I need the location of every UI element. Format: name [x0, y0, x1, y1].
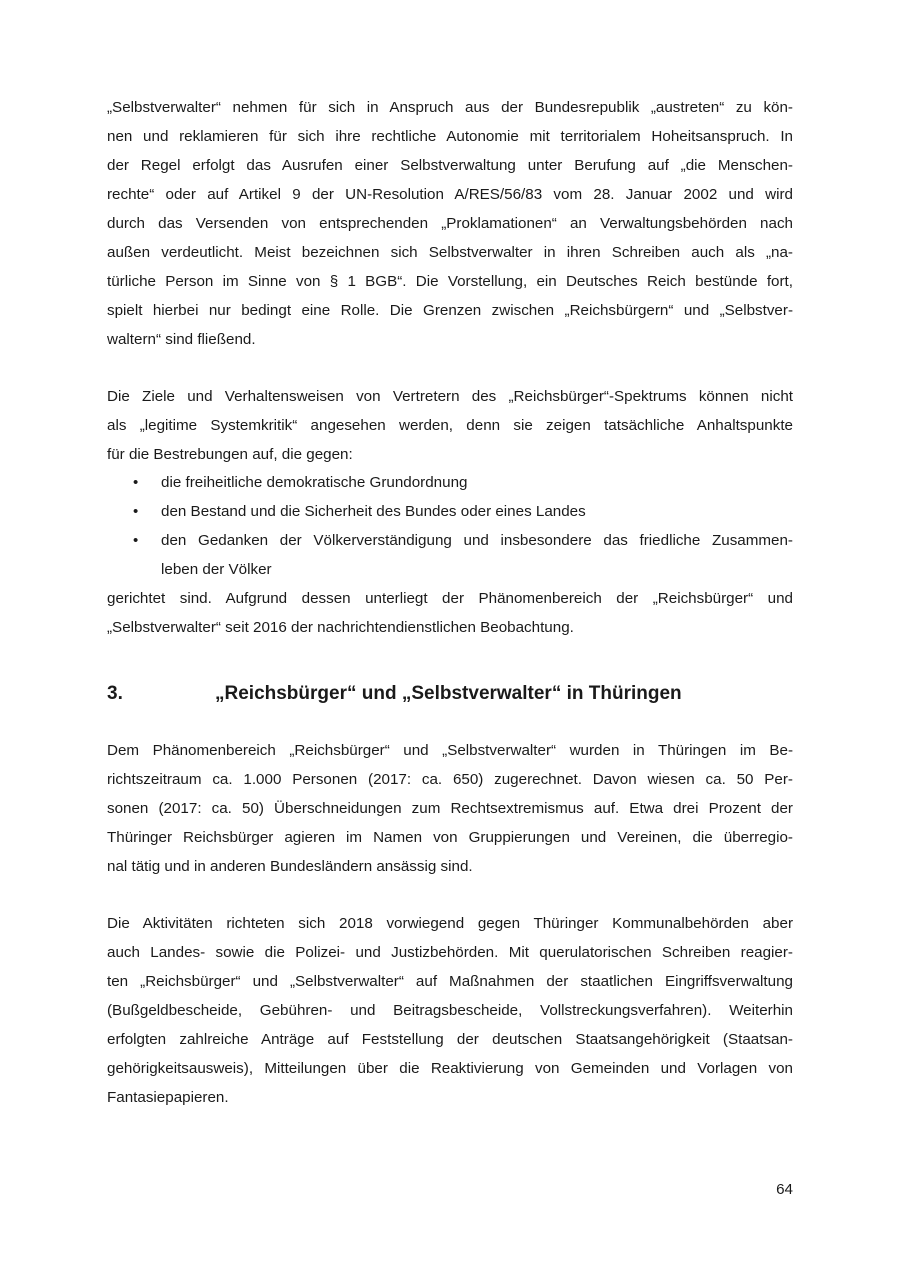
paragraph-line: nal tätig und in anderen Bundesländern ansässig sind.: [107, 858, 473, 875]
page-number: 64: [776, 1181, 793, 1198]
paragraph-line: durch das Versenden von entsprechenden „Proklamationen“ an Verwaltungsbehörden nach: [107, 215, 793, 232]
paragraph-line: sonen (2017: ca. 50) Überschneidungen zum Rechtsextremismus auf. Etwa drei Prozent der: [107, 800, 793, 817]
paragraph-line: Die Aktivitäten richteten sich 2018 vorwiegend gegen Thüringer Kommunalbehörden aber: [107, 915, 793, 932]
bullet-icon: •: [133, 532, 139, 549]
paragraph-line: (Bußgeldbescheide, Gebühren- und Beitragsbescheide, Vollstreckungsverfahren). Weiterhin: [107, 1002, 793, 1019]
paragraph-line: türliche Person im Sinne von § 1 BGB“. Die Vorstellung, ein Deutsches Reich bestünde fort,: [107, 273, 793, 290]
list-item-text: die freiheitliche demokratische Grundordnung: [161, 474, 468, 491]
paragraph-line: rechte“ oder auf Artikel 9 der UN-Resolution A/RES/56/83 vom 28. Januar 2002 und wird: [107, 186, 793, 203]
paragraph-line: auch Landes- sowie die Polizei- und Justizbehörden. Mit querulatorischen Schreiben reagier-: [107, 944, 793, 961]
paragraph-line: der Regel erfolgt das Ausrufen einer Selbstverwaltung unter Berufung auf „die Menschen-: [107, 157, 793, 174]
paragraph-line: waltern“ sind fließend.: [107, 331, 256, 348]
paragraph-line: spielt hierbei nur bedingt eine Rolle. Die Grenzen zwischen „Reichsbürgern“ und „Selbstver-: [107, 302, 793, 319]
paragraph-line: Fantasiepapieren.: [107, 1089, 229, 1106]
bullet-icon: •: [133, 474, 139, 491]
paragraph-line: außen verdeutlicht. Meist bezeichnen sich Selbstverwalter in ihren Schreiben auch als „na-: [107, 244, 793, 261]
section-heading: [107, 681, 793, 707]
paragraph-line: gerichtet sind. Aufgrund dessen unterliegt der Phänomenbereich der „Reichsbürger“ und: [107, 590, 793, 607]
paragraph-line: nen und reklamieren für sich ihre rechtliche Autonomie mit territorialem Hoheitsanspruch. In: [107, 128, 793, 145]
paragraph-line: richtszeitraum ca. 1.000 Personen (2017: ca. 650) zugerechnet. Davon wiesen ca. 50 Per-: [107, 771, 793, 788]
bullet-icon: •: [133, 503, 139, 520]
paragraph-line: „Selbstverwalter“ seit 2016 der nachrichtendienstlichen Beobachtung.: [107, 619, 574, 636]
paragraph-line: „Selbstverwalter“ nehmen für sich in Anspruch aus der Bundesrepublik „austreten“ zu kön-: [107, 99, 793, 116]
paragraph-line: ten „Reichsbürger“ und „Selbstverwalter“ auf Maßnahmen der staatlichen Eingriffsverwaltung: [107, 973, 793, 990]
paragraph-line: gehörigkeitsausweis), Mitteilungen über die Reaktivierung von Gemeinden und Vorlagen von: [107, 1060, 793, 1077]
paragraph-line: erfolgten zahlreiche Anträge auf Feststellung der deutschen Staatsangehörigkeit (Staatsan-: [107, 1031, 793, 1048]
paragraph-line: Dem Phänomenbereich „Reichsbürger“ und „Selbstverwalter“ wurden in Thüringen im Be-: [107, 742, 793, 759]
section-number: 3.: [107, 683, 123, 704]
section-title: „Reichsbürger“ und „Selbstverwalter“ in Thüringen: [215, 683, 682, 704]
list-item-text: leben der Völker: [161, 561, 272, 578]
list-item-text: den Gedanken der Völkerverständigung und insbesondere das friedliche Zusammen-: [161, 532, 793, 549]
paragraph-line: Thüringer Reichsbürger agieren im Namen von Gruppierungen und Vereinen, die überregio-: [107, 829, 793, 846]
paragraph-line: für die Bestrebungen auf, die gegen:: [107, 446, 353, 463]
paragraph-line: Die Ziele und Verhaltensweisen von Vertretern des „Reichsbürger“-Spektrums können nicht: [107, 388, 793, 405]
list-item-text: den Bestand und die Sicherheit des Bundes oder eines Landes: [161, 503, 586, 520]
paragraph-line: als „legitime Systemkritik“ angesehen werden, denn sie zeigen tatsächliche Anhaltspunkte: [107, 417, 793, 434]
